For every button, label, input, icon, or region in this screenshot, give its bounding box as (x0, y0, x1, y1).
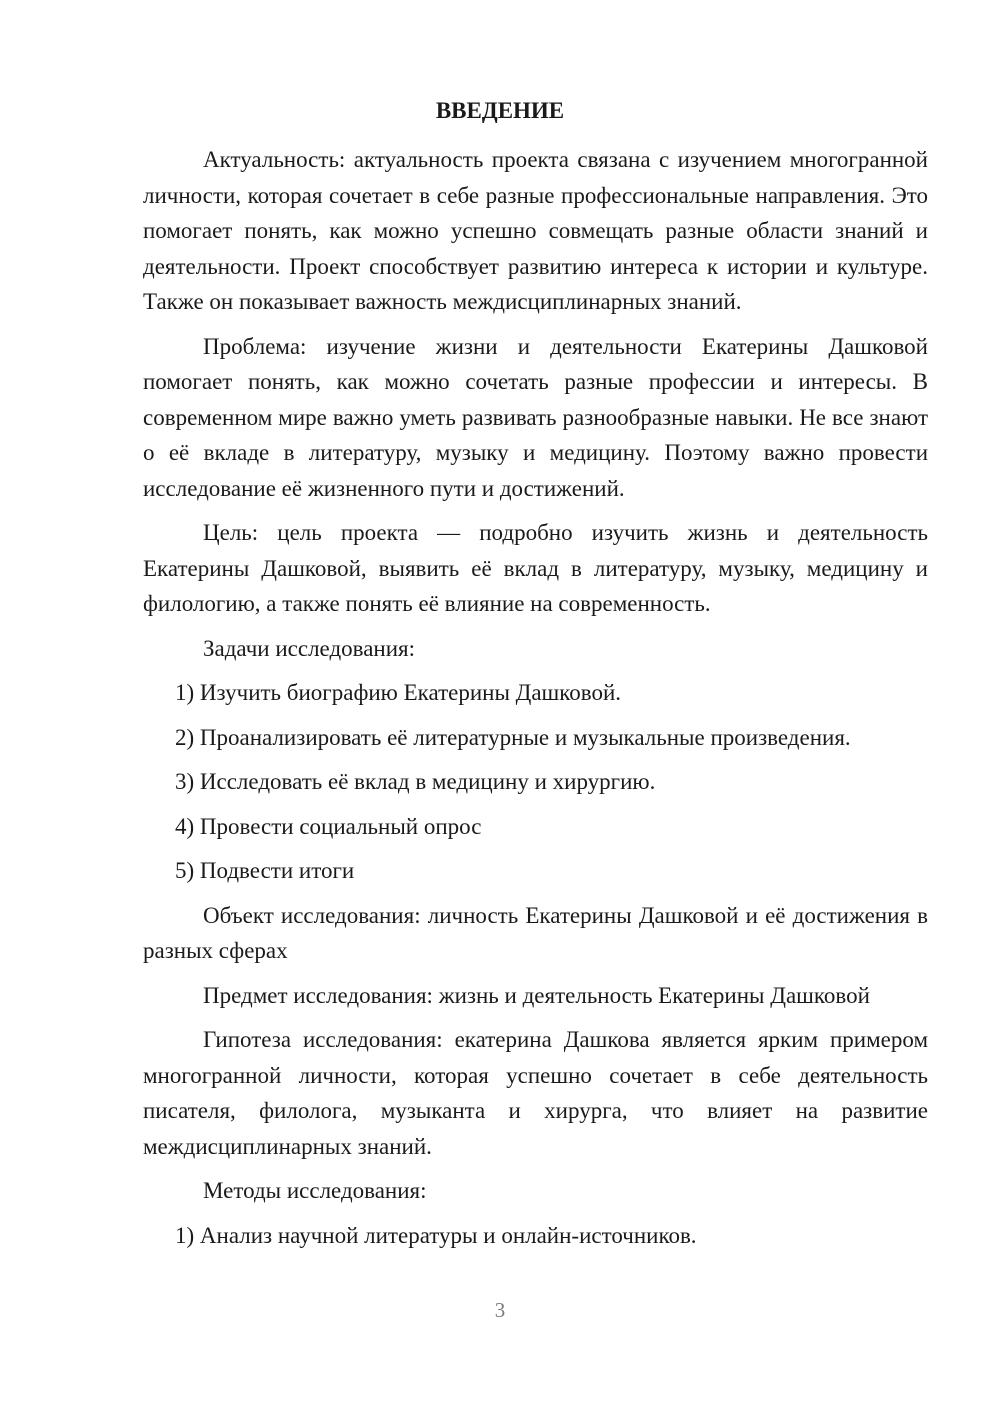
problem-paragraph: Проблема: изучение жизни и деятельности Екатерины Дашковой помогает понять, как можно сочетать разные профессии и интересы. В современном мире важно уметь развивать разнообразные навыки. Не все знают о её вкладе в литературу, музыку и медицину. Поэтому важно провести исследование её жизненного пути и достижений. (143, 333, 928, 501)
task-item: 3) Исследовать её вклад в медицину и хирургию. (175, 769, 656, 794)
tasks-title: Задачи исследования: (203, 635, 416, 661)
hypothesis-paragraph: Гипотеза исследования: екатерина Дашкова является ярким примером многогранной личности, которая успешно сочетает в себе деятельность писателя, филолога, музыканта и хирурга, что влияет на развитие междисциплинарных знаний. (143, 1027, 928, 1159)
methods-title: Методы исследования: (203, 1178, 427, 1203)
method-item: 1) Анализ научной литературы и онлайн-источников. (175, 1222, 697, 1248)
document-body (143, 142, 928, 1262)
task-item: 4) Провести социальный опрос (175, 813, 482, 839)
task-item: 5) Подвести итоги (175, 858, 355, 883)
relevance-paragraph: Актуальность: актуальность проекта связана с изучением многогранной личности, которая сочетает в себе разные профессиональные направления. Это помогает понять, как можно успешно совмещать разные области знаний и деятельности. Проект способствует развитию интереса к истории и культуре. Также он показывает важность междисциплинарных знаний. (143, 147, 928, 314)
page-number: 3 (494, 1298, 506, 1322)
task-item: 1) Изучить биографию Екатерины Дашковой. (175, 680, 622, 705)
subject-paragraph: Предмет исследования: жизнь и деятельность Екатерины Дашковой (203, 982, 870, 1008)
goal-paragraph: Цель: цель проекта — подробно изучить жизнь и деятельность Екатерины Дашковой, выявить её вклад в литературу, музыку, медицину и филологию, а также понять её влияние на современность. (143, 520, 928, 616)
page-heading: ВВЕДЕНИЕ (435, 98, 565, 123)
task-item: 2) Проанализировать её литературные и музыкальные произведения. (175, 724, 851, 750)
object-paragraph: Объект исследования: личность Екатерины Дашковой и её достижения в разных сферах (143, 902, 928, 963)
